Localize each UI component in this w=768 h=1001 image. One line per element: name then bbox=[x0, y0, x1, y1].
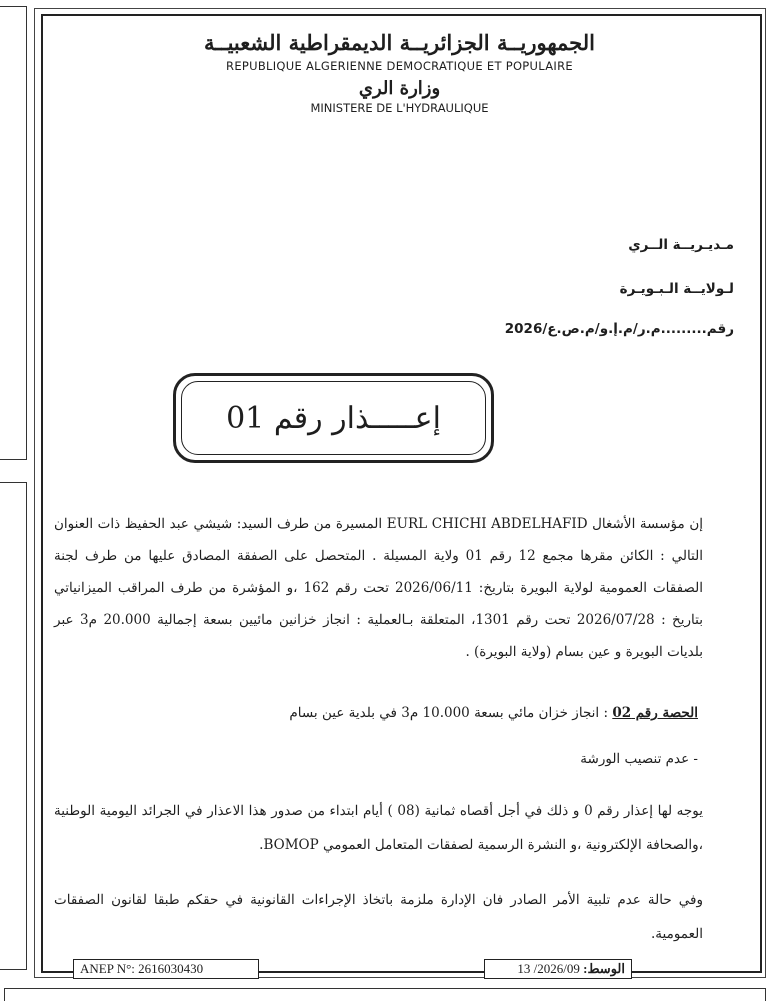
anep-number: ANEP N°: 2616030430 bbox=[73, 959, 259, 979]
lot-label: الحصة رقم 02 bbox=[612, 705, 698, 721]
next-article-fragment bbox=[4, 988, 766, 1001]
wilaya-label: لـولايــة الـبـويـرة bbox=[619, 281, 734, 297]
notice-paragraph-deadline: يوجه لها إعذار رقم 0 و ذلك في أجل أقصاه ثمانية (08 ) أيام ابتداء من صدور هذا الاعذار في الجرائد اليومية الوطنية ،والصحافة الإلكترونية ،و النشرة الرسمية لصفقات المتعامل العمومي BOMOP. bbox=[54, 803, 703, 853]
left-column-fragment-bottom bbox=[0, 482, 27, 970]
notice-paragraph-main: إن مؤسسة الأشغال EURL CHICHI ABDELHAFID المسيرة من طرف السيد: شيشي عبد الحفيظ ذات العنوان التالي : الكائن مقرها مجمع 12 رقم 01 ولاية المسيلة . المتحصل على الصفقة المصادق عليها من طرف لجنة الصفقات العمومية لولاية البويرة بتاريخ: 2026/06/11 تحت رقم 162 ،و المؤشرة من طرف المراقب الميزانياتي بتاريخ : 2026/07/28 تحت رقم 1301، المتعلقة بـالعملية : انجاز خزانين مائيين بسعة إجمالية 20.000 م3 عبر بلديات البويرة و عين بسام (ولاية البويرة) . bbox=[54, 516, 703, 660]
notice-paragraph-consequence: وفي حالة عدم تلبية الأمر الصادر فان الإدارة ملزمة باتخاذ الإجراءات القانونية في حقكم طبقا لقانون الصفقات العمومية. bbox=[54, 892, 703, 942]
notice-title: إعـــــذار رقم 01 bbox=[181, 381, 486, 455]
document-header bbox=[41, 30, 758, 115]
lot-description: : انجاز خزان مائي بسعة 10.000 م3 في بلدية عين بسام bbox=[289, 705, 609, 721]
left-column-fragment-top bbox=[0, 6, 27, 460]
publication-date-label bbox=[484, 959, 632, 979]
newspaper-name: الوسط: bbox=[583, 961, 625, 976]
directorate-label: مـديـريــة الــري bbox=[628, 237, 734, 253]
republic-title-fr: REPUBLIQUE ALGERIENNE DEMOCRATIQUE ET POPULAIRE bbox=[226, 59, 573, 73]
reference-number: رقم.........م.ر/م.إ.و/م.ص.ع/2026 bbox=[504, 321, 734, 337]
ministry-title-ar: وزارة الري bbox=[358, 78, 441, 99]
ministry-title-fr: MINISTERE DE L'HYDRAULIQUE bbox=[310, 101, 489, 115]
violation-item: - عدم تنصيب الورشة bbox=[580, 751, 698, 767]
publication-date: 2026/09/ 13 bbox=[517, 961, 580, 976]
notice-title-box bbox=[173, 373, 494, 463]
lot-line bbox=[289, 705, 698, 721]
republic-title-ar: الجمهوريــة الجزائريــة الديمقراطية الشعبيــة bbox=[204, 30, 595, 55]
